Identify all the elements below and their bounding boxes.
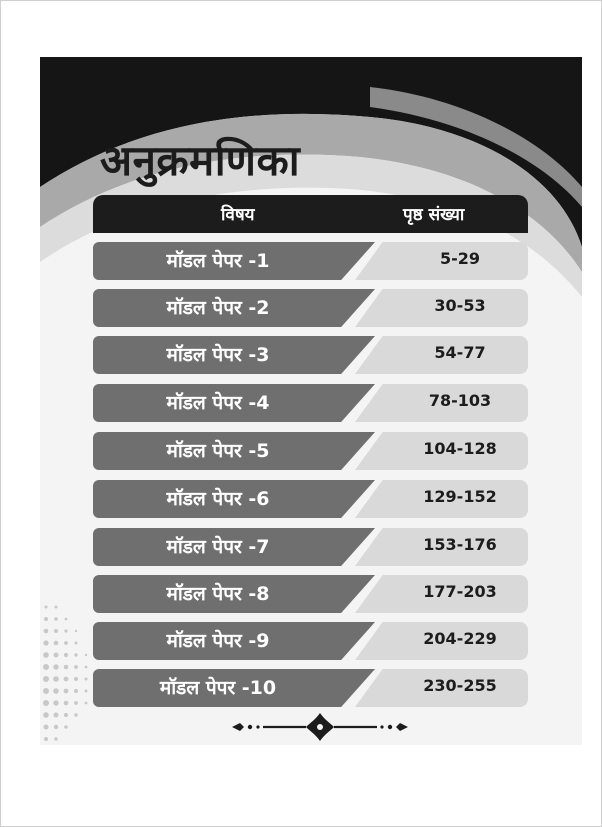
paper-label: मॉडल पेपर -5 <box>166 440 270 462</box>
table-row <box>93 242 528 280</box>
table-row <box>93 432 528 470</box>
ornamental-divider-icon <box>230 712 410 742</box>
table-row <box>93 575 528 613</box>
paper-label: मॉडल पेपर -9 <box>166 630 270 652</box>
index-panel <box>40 57 582 745</box>
table-row <box>93 289 528 327</box>
paper-label: मॉडल पेपर -6 <box>166 488 270 510</box>
paper-label: मॉडल पेपर -8 <box>166 583 270 605</box>
halftone-dots-decoration <box>40 597 100 745</box>
pages-label: 104-128 <box>423 439 497 458</box>
table-row <box>93 528 528 566</box>
table-row <box>93 480 528 518</box>
pages-label: 54-77 <box>434 343 486 362</box>
paper-label: मॉडल पेपर -1 <box>166 250 270 272</box>
paper-label: मॉडल पेपर -7 <box>166 536 270 558</box>
pages-label: 230-255 <box>423 676 497 695</box>
pages-label: 78-103 <box>428 391 492 410</box>
header-pages-label: पृष्ठ संख्या <box>403 205 465 225</box>
pages-label: 129-152 <box>423 487 497 506</box>
pages-label: 177-203 <box>423 582 497 601</box>
table-row <box>93 384 528 422</box>
paper-label: मॉडल पेपर -3 <box>166 344 270 366</box>
pages-label: 5-29 <box>439 249 481 268</box>
header-subject-label: विषय <box>221 205 255 225</box>
table-row <box>93 336 528 374</box>
paper-label: मॉडल पेपर -10 <box>159 677 277 699</box>
paper-label: मॉडल पेपर -2 <box>166 297 270 319</box>
table-header <box>93 195 528 233</box>
paper-label: मॉडल पेपर -4 <box>166 392 270 414</box>
pages-label: 204-229 <box>423 629 497 648</box>
table-row <box>93 622 528 660</box>
pages-label: 153-176 <box>423 535 497 554</box>
page-title: अनुक्रमणिका <box>100 136 301 185</box>
table-row <box>93 669 528 707</box>
pages-label: 30-53 <box>434 296 486 315</box>
